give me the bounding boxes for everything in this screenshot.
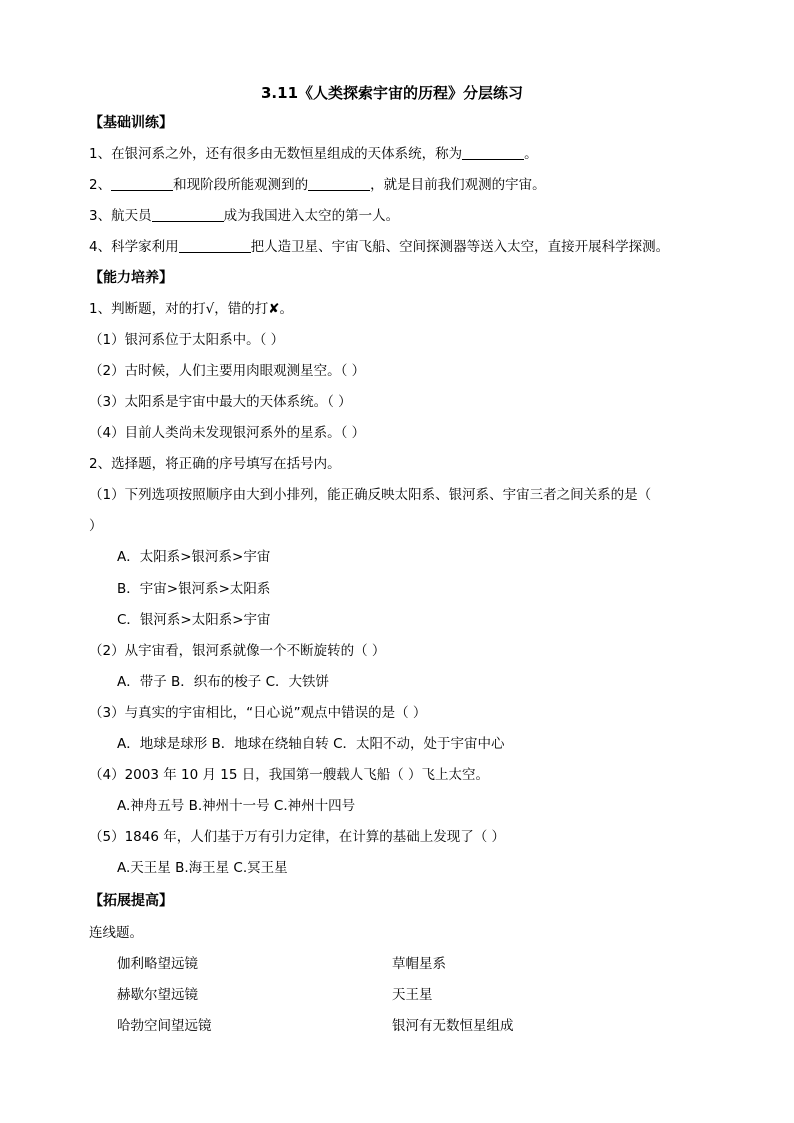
page-title: 3.11《人类探索宇宙的历程》分层练习 — [261, 84, 524, 102]
mc-question-5: （5）1846 年，人们基于万有引力定律，在计算的基础上发现了（ ） — [89, 829, 506, 845]
mc-1-option-a: A．太阳系>银河系>宇宙 — [117, 549, 271, 565]
multiple-choice-intro: 2、选择题，将正确的序号填写在括号内。 — [89, 456, 341, 472]
fill-blank[interactable] — [111, 176, 173, 191]
fill-blank[interactable] — [152, 207, 224, 222]
matching-left-item-3: 哈勃空间望远镜 — [117, 1018, 212, 1034]
fill-blank[interactable] — [462, 145, 524, 160]
basic-question-1: 1、在银河系之外，还有很多由无数恒星组成的天体系统，称为 。 — [89, 146, 538, 162]
mc-3-options: A．地球是球形 B．地球在绕轴自转 C．太阳不动，处于宇宙中心 — [117, 736, 505, 752]
mc-2-options: A．带子 B．织布的梭子 C．大铁饼 — [117, 674, 330, 690]
mc-question-2: （2）从宇宙看，银河系就像一个不断旋转的（ ） — [89, 643, 386, 659]
matching-right-item-1: 草帽星系 — [392, 956, 446, 972]
fill-blank[interactable] — [308, 176, 370, 191]
matching-right-item-3: 银河有无数恒星组成 — [392, 1018, 514, 1034]
matching-left-item-2: 赫歇尔望远镜 — [117, 987, 198, 1003]
basic-question-4: 4、科学家利用 把人造卫星、宇宙飞船、空间探测器等送入太空，直接开展科学探测。 — [89, 239, 670, 255]
true-false-item-1: （1）银河系位于太阳系中。（ ） — [89, 332, 285, 348]
mc-question-1-end: ） — [89, 518, 103, 534]
true-false-item-4: （4）目前人类尚未发现银河系外的星系。（ ） — [89, 425, 366, 441]
fill-blank[interactable] — [179, 238, 251, 253]
matching-right-item-2: 天王星 — [392, 987, 433, 1003]
mc-1-option-c: C．银河系>太阳系>宇宙 — [117, 612, 271, 628]
section-ability-heading: 【能力培养】 — [89, 270, 173, 286]
matching-intro: 连线题。 — [89, 925, 143, 941]
mc-5-options: A.天王星 B.海王星 C.冥王星 — [117, 860, 288, 876]
section-extension-heading: 【拓展提高】 — [89, 893, 173, 909]
true-false-item-2: （2）古时候，人们主要用肉眼观测星空。（ ） — [89, 363, 366, 379]
section-basic-heading: 【基础训练】 — [89, 115, 173, 131]
mc-1-option-b: B．宇宙>银河系>太阳系 — [117, 581, 271, 597]
basic-question-2: 2、 和现阶段所能观测到的 ，就是目前我们观测的宇宙。 — [89, 177, 546, 193]
mc-question-4: （4）2003 年 10 月 15 日，我国第一艘载人飞船（ ）飞上太空。 — [89, 767, 490, 783]
matching-left-item-1: 伽利略望远镜 — [117, 956, 198, 972]
true-false-item-3: （3）太阳系是宇宙中最大的天体系统。（ ） — [89, 394, 352, 410]
mc-question-3: （3）与真实的宇宙相比，“日心说”观点中错误的是（ ） — [89, 705, 427, 721]
mc-question-1: （1）下列选项按照顺序由大到小排列，能正确反映太阳系、银河系、宇宙三者之间关系的是（ — [89, 487, 652, 503]
mc-4-options: A.神舟五号 B.神州十一号 C.神州十四号 — [117, 798, 356, 814]
basic-question-3: 3、航天员 成为我国进入太空的第一人。 — [89, 208, 400, 224]
true-false-intro: 1、判断题，对的打√，错的打✘。 — [89, 301, 294, 317]
